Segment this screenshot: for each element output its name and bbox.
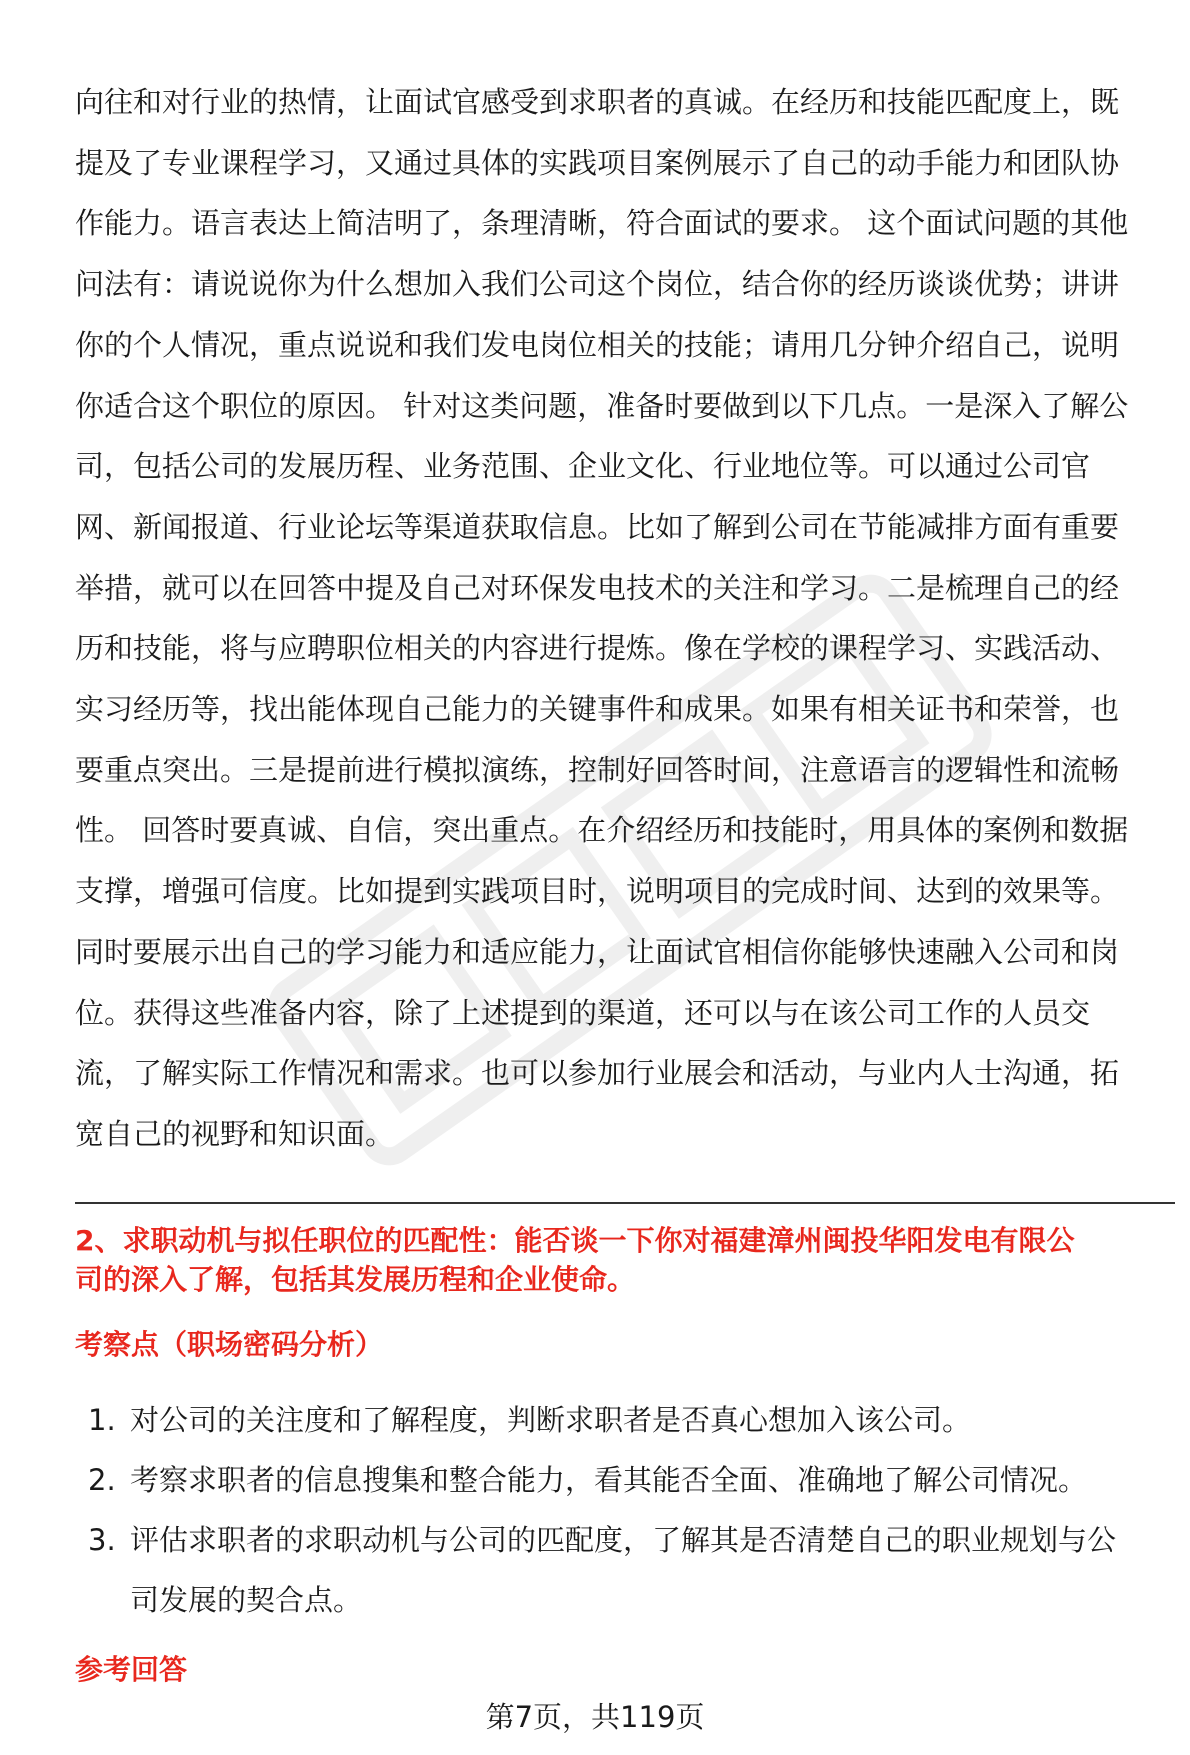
- section-divider: [75, 1202, 1175, 1204]
- list-item-text: 考察求职者的信息搜集和整合能力，看其能否全面、准确地了解公司情况。: [130, 1463, 1088, 1497]
- body-paragraph: 向往和对行业的热情，让面试官感受到求职者的真诚。在经历和技能匹配度上，既 提及了专业课程学习，又通过具体的实践项目案例展示了自己的动手能力和团队协 作能力。语言表达上简洁明了，条理清晰，符合面试的要求。 这个面试问题的其他 问法有：请说说你为什么想加入我们公司这个岗位，结合你的经历谈谈优势；讲讲 你的个人情况，重点说说和我们发电岗位相关的技能；请用几分钟介绍自己，说明 你适合这个职位的原因。 针对这类问题，准备时要做到以下几点。一是深入了解公 司，包括公司的发展历程、业务范围、企业文化、行业地位等。可以通过公司官 网、新闻报道、行业论坛等渠道获取信息。比如了解到公司在节能减排方面有重要 举措，就可以在回答中提及自己对环保发电技术的关注和学习。二是梳理自己的经 历和技能，将与应聘职位相关的内容进行提炼。像在学校的课程学习、实践活动、 实习经历等，找出能体现自己能力的关键事件和成果。如果有相关证书和荣誉，也 要重点突出。三是提前进行模拟演练，控制好回答时间，注意语言的逻辑性和流畅 性。 回答时要真诚、自信，突出重点。在介绍经历和技能时，用具体的案例和数据 支撑，增强可信度。比如提到实践项目时，说明项目的完成时间、达到的效果等。 同时要展示出自己的学习能力和适应能力，让面试官相信你能够快速融入公司和岗 位。获得这些准备内容，除了上述提到的渠道，还可以与在该公司工作的人员交 流，了解实际工作情况和需求。也可以参加行业展会和活动，与业内人士沟通，拓 宽自己的视野和知识面。: [75, 85, 1129, 1151]
- list-item: [88, 1510, 1178, 1630]
- page-indicator: 第7页，共119页: [485, 1700, 705, 1734]
- list-item: [88, 1450, 1178, 1510]
- question-title: 2、求职动机与拟任职位的匹配性：能否谈一下你对福建漳州闽投华阳发电有限公 司的深入了解，包括其发展历程和企业使命。: [75, 1224, 1075, 1296]
- list-item-text: 评估求职者的求职动机与公司的匹配度，了解其是否清楚自己的职业规划与公 司发展的契合点。: [130, 1523, 1117, 1617]
- list-item: [88, 1390, 1178, 1450]
- exam-points-label: 考察点（职场密码分析）: [75, 1328, 384, 1361]
- reference-answer-label: 参考回答: [75, 1653, 188, 1686]
- list-item-text: 对公司的关注度和了解程度，判断求职者是否真心想加入该公司。: [130, 1403, 972, 1437]
- list-item-number: 1.: [88, 1403, 116, 1437]
- exam-points-list: [88, 1390, 1178, 1630]
- list-item-number: 3.: [88, 1523, 116, 1557]
- list-item-number: 2.: [88, 1463, 116, 1497]
